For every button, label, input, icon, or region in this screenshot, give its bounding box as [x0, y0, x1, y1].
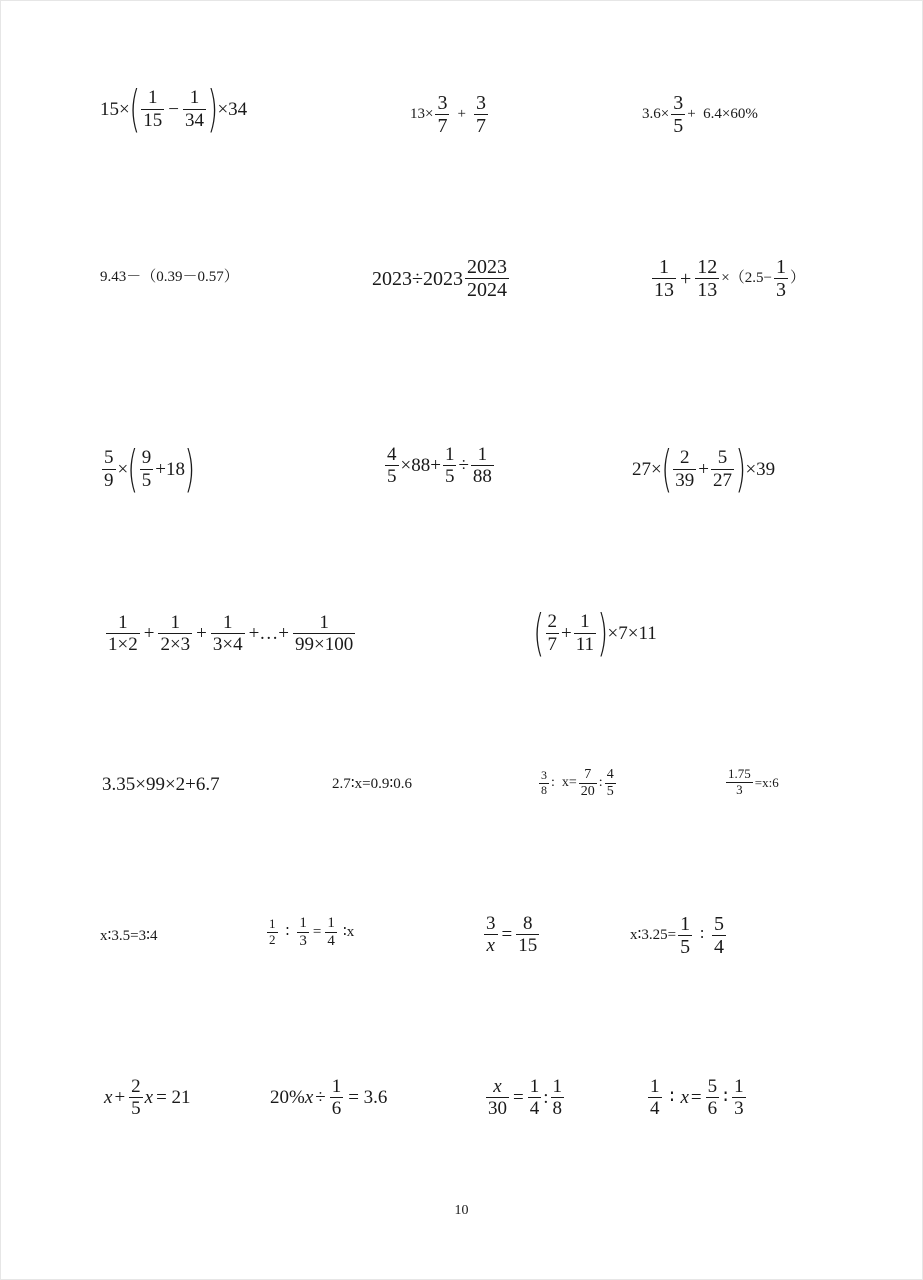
- denominator: 6: [331, 1098, 342, 1120]
- numerator: 1: [269, 916, 276, 932]
- fraction: [574, 611, 596, 655]
- fraction: [141, 87, 164, 131]
- expression-text: ×7×11: [607, 622, 657, 644]
- left-paren: (: [129, 80, 140, 138]
- numerator: x: [493, 1076, 502, 1097]
- operator: =: [513, 1087, 524, 1109]
- fraction: [297, 915, 309, 950]
- left-paren: (: [127, 440, 139, 498]
- problem-4: [100, 270, 239, 285]
- fraction: [484, 913, 498, 957]
- denominator: 4: [650, 1098, 660, 1120]
- numerator: 2023: [466, 256, 507, 278]
- operator: ∶: [723, 1087, 729, 1109]
- denominator: 4: [714, 936, 725, 959]
- expression-text: 3.6×: [642, 106, 670, 123]
- numerator: 5: [104, 447, 114, 469]
- operator: +: [143, 623, 155, 645]
- operator: +: [457, 106, 466, 123]
- fraction: [102, 447, 116, 491]
- operator: ∶: [285, 923, 290, 940]
- operator: +: [680, 267, 692, 290]
- expression-text: ÷: [458, 455, 469, 477]
- numerator: 5: [707, 1076, 718, 1097]
- denominator: 8: [552, 1098, 562, 1120]
- expression-text: = 3.6: [348, 1087, 388, 1109]
- denominator: 13: [697, 279, 718, 302]
- fraction: [732, 1076, 746, 1120]
- problem-12: [102, 775, 220, 794]
- fraction: [579, 767, 597, 799]
- numerator: 1: [170, 612, 181, 633]
- operator: +…+: [248, 623, 290, 645]
- denominator: 5: [131, 1098, 141, 1120]
- denominator: 15: [518, 935, 538, 957]
- left-paren: (: [661, 440, 672, 498]
- numerator: 1: [680, 913, 691, 935]
- numerator: 5: [714, 913, 725, 935]
- problem-14: [537, 767, 618, 799]
- numerator: 1: [552, 1076, 562, 1097]
- fraction: [678, 913, 692, 959]
- fraction: [726, 767, 753, 797]
- right-paren: ): [207, 80, 219, 138]
- fraction: [712, 913, 726, 959]
- expression-text: x∶3.5=3∶4: [100, 928, 158, 944]
- denominator: 5: [606, 783, 614, 799]
- numerator: 5: [717, 447, 728, 469]
- denominator: x: [486, 935, 495, 957]
- expression-text: 13×: [410, 106, 434, 123]
- numerator: 7: [584, 767, 592, 782]
- fraction: [465, 256, 509, 302]
- numerator: 3: [486, 913, 496, 934]
- expression-text: + 6.4×60%: [687, 106, 758, 123]
- denominator: 3: [299, 932, 307, 949]
- denominator: 5: [680, 936, 691, 959]
- denominator: 3: [736, 781, 743, 797]
- problem-16: [100, 929, 158, 944]
- expression-text: ×（2.5−: [721, 270, 772, 287]
- variable: x: [104, 1087, 113, 1109]
- denominator: 15: [143, 109, 163, 131]
- numerator: 1: [529, 1076, 540, 1097]
- denominator: 99×100: [295, 634, 354, 656]
- expression-text: +18: [155, 458, 185, 480]
- problem-15: [724, 767, 779, 797]
- fraction: [140, 447, 154, 491]
- denominator: 3×4: [212, 634, 243, 656]
- problem-13: [332, 777, 412, 792]
- numerator: 1: [222, 612, 233, 633]
- expression-text: : x=: [551, 775, 577, 791]
- fraction: [551, 1076, 565, 1120]
- numerator: 3: [541, 768, 547, 783]
- fraction: [695, 256, 719, 302]
- fraction: [774, 256, 788, 302]
- expression-text: 2.7∶x=0.9∶0.6: [332, 776, 413, 792]
- fraction: [671, 92, 685, 138]
- numerator: 1: [734, 1076, 744, 1097]
- numerator: 1: [118, 612, 128, 633]
- numerator: 1: [331, 1076, 342, 1097]
- numerator: 8: [522, 913, 533, 934]
- operator: =: [312, 923, 322, 940]
- operator: =: [690, 1087, 702, 1109]
- numerator: 2: [131, 1076, 141, 1097]
- fraction: [546, 611, 560, 655]
- fraction: [528, 1076, 542, 1120]
- variable: x: [144, 1087, 154, 1109]
- numerator: 2: [679, 447, 690, 469]
- problem-5: [372, 256, 511, 302]
- denominator: 1×2: [108, 634, 138, 656]
- expression-text: 9.43－（0.39－0.57）: [100, 269, 239, 285]
- problem-1: [100, 80, 248, 138]
- problem-11: [533, 604, 657, 662]
- denominator: 7: [475, 115, 486, 138]
- expression-text: ）: [789, 270, 805, 287]
- denominator: 2: [269, 931, 276, 947]
- operator: +: [114, 1087, 126, 1109]
- numerator: 9: [141, 447, 152, 469]
- expression-text: 20%: [270, 1087, 305, 1109]
- denominator: 2024: [466, 279, 507, 302]
- fraction: [211, 612, 245, 656]
- denominator: 8: [541, 782, 547, 797]
- denominator: 5: [141, 469, 152, 491]
- expression-text: =x:6: [754, 774, 779, 790]
- fraction: [516, 913, 539, 957]
- fraction: [652, 256, 676, 302]
- denominator: 11: [575, 633, 595, 655]
- denominator: 7: [547, 633, 558, 655]
- problem-3: [642, 92, 758, 138]
- numerator: 1.75: [728, 766, 751, 781]
- expression-text: ×39: [745, 458, 776, 480]
- fraction: [385, 444, 399, 488]
- numerator: 1: [319, 612, 329, 633]
- numerator: 1: [775, 256, 786, 278]
- numerator: 1: [299, 915, 307, 931]
- fraction: [539, 769, 549, 797]
- right-paren: ): [735, 440, 747, 498]
- denominator: 2×3: [160, 634, 191, 656]
- fraction: [325, 915, 337, 950]
- problem-8: [383, 444, 496, 488]
- denominator: 5: [387, 466, 397, 488]
- denominator: 34: [184, 109, 204, 131]
- problem-9: [632, 440, 776, 498]
- denominator: 5: [673, 115, 684, 138]
- problem-17: [265, 915, 354, 950]
- numerator: 3: [437, 92, 448, 114]
- numerator: 1: [580, 611, 590, 633]
- problem-18: [482, 913, 541, 957]
- expression-text: ×34: [217, 98, 248, 120]
- problem-21: [270, 1076, 387, 1120]
- denominator: 27: [712, 469, 732, 491]
- numerator: 4: [606, 767, 614, 782]
- numerator: 1: [327, 915, 335, 931]
- denominator: 20: [580, 783, 595, 799]
- denominator: 39: [675, 469, 695, 491]
- fraction: [435, 92, 449, 138]
- expression-text: 2023÷2023: [372, 267, 463, 290]
- expression-text: x∶3.25=: [630, 927, 677, 944]
- denominator: 30: [488, 1098, 507, 1120]
- operator: +: [561, 622, 572, 644]
- numerator: 1: [147, 87, 158, 109]
- variable: x: [304, 1087, 314, 1109]
- expression-text: ×88+: [400, 455, 441, 477]
- operator: ∶: [700, 927, 705, 944]
- operator: +: [196, 623, 207, 645]
- operator: ÷: [315, 1087, 326, 1109]
- numerator: 2: [547, 611, 558, 633]
- fraction: [129, 1076, 143, 1120]
- operator: −: [168, 98, 179, 120]
- fraction: [158, 612, 192, 656]
- problem-22: [484, 1076, 566, 1120]
- denominator: 3: [734, 1098, 744, 1120]
- denominator: 6: [707, 1098, 718, 1120]
- expression-text: 15×: [100, 98, 130, 120]
- expression-text: = 21: [156, 1087, 191, 1109]
- problem-6: [650, 256, 805, 302]
- problem-7: [100, 440, 196, 498]
- denominator: 3: [775, 279, 786, 302]
- fraction: [605, 767, 616, 799]
- page-number: 10: [454, 1203, 469, 1218]
- variable: x: [680, 1087, 689, 1109]
- operator: +: [698, 458, 709, 480]
- operator: :: [543, 1087, 549, 1109]
- expression-text: 3.35×99×2+6.7: [102, 774, 220, 795]
- expression-text: ×: [117, 458, 129, 480]
- fraction: [474, 92, 488, 138]
- operator: ∶: [669, 1087, 675, 1109]
- denominator: 7: [437, 115, 448, 138]
- numerator: 3: [673, 92, 684, 114]
- fraction: [648, 1076, 662, 1120]
- denominator: 13: [654, 279, 674, 302]
- numerator: 3: [475, 92, 486, 114]
- problem-23: [646, 1076, 748, 1120]
- problem-19: [630, 913, 728, 959]
- numerator: 1: [650, 1076, 660, 1097]
- numerator: 12: [697, 256, 718, 278]
- denominator: 88: [472, 466, 492, 488]
- right-paren: ): [184, 440, 196, 498]
- fraction: [106, 612, 140, 656]
- expression-text: 27×: [632, 458, 662, 480]
- numerator: 1: [189, 87, 200, 109]
- fraction: [673, 447, 696, 491]
- numerator: 1: [659, 256, 669, 278]
- numerator: 4: [387, 444, 397, 465]
- denominator: 9: [104, 469, 114, 491]
- fraction: [293, 612, 355, 656]
- fraction: [443, 444, 457, 488]
- operator: =: [501, 924, 513, 946]
- fraction: [471, 444, 494, 488]
- problem-2: [410, 92, 490, 138]
- denominator: 4: [529, 1098, 540, 1120]
- left-paren: (: [533, 604, 545, 662]
- numerator: 1: [444, 444, 455, 465]
- fraction: [486, 1076, 509, 1120]
- expression-text: :: [598, 775, 603, 791]
- fraction: [711, 447, 734, 491]
- denominator: 4: [327, 932, 335, 949]
- numerator: 1: [477, 444, 488, 465]
- fraction: [267, 917, 278, 947]
- expression-text: ∶x: [342, 923, 355, 940]
- right-paren: ): [597, 604, 609, 662]
- problem-10: [104, 612, 357, 656]
- problem-20: [104, 1076, 191, 1120]
- fraction: [330, 1076, 344, 1120]
- fraction: [706, 1076, 720, 1120]
- denominator: 5: [444, 466, 455, 488]
- fraction: [183, 87, 206, 131]
